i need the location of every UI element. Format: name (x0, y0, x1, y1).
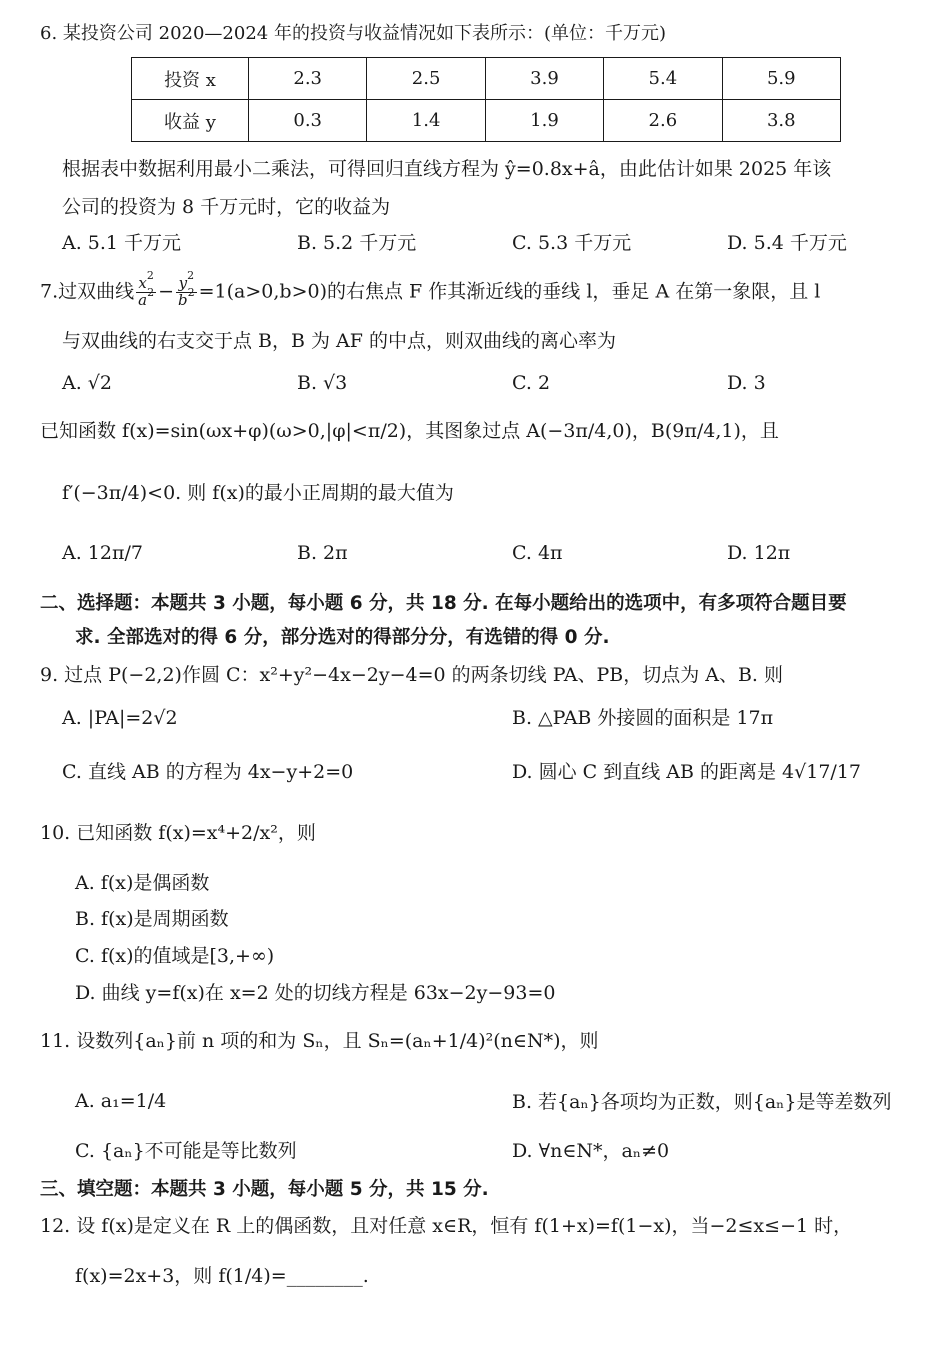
table-cell: 0.3 (249, 100, 367, 142)
section3-heading: 三、填空题：本题共 3 小题，每小题 5 分，共 15 分. (40, 1179, 489, 1200)
q7-line1: 7.过双曲线 $\frac{x^2}{a^2}$ − $\frac{y^2}{b^2}$ =1(a>0,b>0)的右焦点 F 作其渐近线的垂线 l，垂足 A 在第一象限，且 l (40, 269, 821, 309)
q10-stem: 10. 已知函数 f(x)=x⁴+2/x²，则 (40, 822, 316, 844)
table-row (132, 100, 841, 142)
q6-option-a: A. 5.1 千万元 (62, 232, 182, 254)
q7-option-d: D. 3 (727, 372, 766, 394)
table-cell: 5.4 (604, 58, 722, 100)
q7-line2: 与双曲线的右支交于点 B，B 为 AF 的中点，则双曲线的离心率为 (62, 330, 616, 352)
q7-number: 7. (40, 280, 59, 303)
q7-line1-post: =1(a>0,b>0)的右焦点 F 作其渐近线的垂线 l，垂足 A 在第一象限，且 l (198, 280, 821, 303)
table-cell: 1.9 (485, 100, 603, 142)
q12-line1: 12. 设 f(x)是定义在 R 上的偶函数，且对任意 x∈R，恒有 f(1+x)=f(1−x)，当−2≤x≤−1 时， (40, 1215, 853, 1237)
table-row (132, 58, 841, 100)
q6-header: 6. 某投资公司 2020—2024 年的投资与收益情况如下表所示：(单位：千万元) (40, 23, 666, 44)
q9-option-c: C. 直线 AB 的方程为 4x−y+2=0 (62, 761, 354, 783)
q11-option-c: C. {aₙ}不可能是等比数列 (75, 1140, 297, 1162)
q9-option-d: D. 圆心 C 到直线 AB 的距离是 4√17/17 (512, 761, 862, 783)
q11-stem: 11. 设数列{aₙ}前 n 项的和为 Sₙ，且 Sₙ=(aₙ+1/4)²(n∈N*)，则 (40, 1030, 599, 1052)
q7-option-a: A. √2 (62, 372, 112, 394)
q10-option-d: D. 曲线 y=f(x)在 x=2 处的切线方程是 63x−2y−93=0 (75, 982, 556, 1004)
q6-text-line2: 公司的投资为 8 千万元时，它的收益为 (62, 196, 391, 218)
table-cell: 5.9 (722, 58, 840, 100)
q8-option-b: B. 2π (297, 542, 348, 564)
q7-option-c: C. 2 (512, 372, 551, 394)
q11-option-a: A. a₁=1/4 (75, 1090, 167, 1112)
q9-stem: 9. 过点 P(−2,2)作圆 C：x²+y²−4x−2y−4=0 的两条切线 PA、PB，切点为 A、B. 则 (40, 664, 784, 686)
q8-option-a: A. 12π/7 (62, 542, 143, 564)
q7-option-b: B. √3 (297, 372, 348, 394)
q7-fraction-x: $\frac{x^2}{a^2}$ (138, 269, 155, 309)
table-cell: 2.6 (604, 100, 722, 142)
q6-table (131, 57, 841, 142)
table-row-label: 收益 y (132, 100, 249, 142)
q6-option-d: D. 5.4 千万元 (727, 232, 847, 254)
q6-text-line1: 根据表中数据利用最小二乘法，可得回归直线方程为 ŷ=0.8x+â，由此估计如果 2025 年该 (62, 158, 832, 180)
table-cell: 1.4 (367, 100, 485, 142)
q8-option-c: C. 4π (512, 542, 563, 564)
q7-fraction-y: $\frac{y^2}{b^2}$ (178, 269, 195, 309)
q8-line2: f′(−3π/4)<0. 则 f(x)的最小正周期的最大值为 (62, 482, 454, 504)
q8-option-d: D. 12π (727, 542, 791, 564)
q8-line1: 已知函数 f(x)=sin(ωx+φ)(ω>0,|φ|<π/2)，其图象过点 A(−3π/4,0)，B(9π/4,1)，且 (40, 420, 779, 442)
table-cell: 2.3 (249, 58, 367, 100)
table-row-label: 投资 x (132, 58, 249, 100)
q7-line1-pre: 过双曲线 (58, 280, 135, 303)
q11-option-d: D. ∀n∈N*，aₙ≠0 (512, 1140, 670, 1162)
q10-option-a: A. f(x)是偶函数 (75, 872, 210, 894)
q10-option-b: B. f(x)是周期函数 (75, 908, 229, 930)
q9-option-a: A. |PA|=2√2 (62, 707, 178, 729)
table-cell: 3.9 (485, 58, 603, 100)
q12-line2: f(x)=2x+3，则 f(1/4)=________. (75, 1265, 369, 1287)
q6-option-b: B. 5.2 千万元 (297, 232, 417, 254)
q6-option-c: C. 5.3 千万元 (512, 232, 632, 254)
section2-heading: 二、选择题：本题共 3 小题，每小题 6 分，共 18 分. 在每小题给出的选项中，有多项符合题目要 (40, 593, 847, 614)
table-cell: 2.5 (367, 58, 485, 100)
section2-instructions: 求. 全部选对的得 6 分，部分选对的得部分分，有选错的得 0 分. (75, 627, 610, 648)
table-cell: 3.8 (722, 100, 840, 142)
q10-option-c: C. f(x)的值域是[3,+∞) (75, 945, 275, 967)
q9-option-b: B. △PAB 外接圆的面积是 17π (512, 707, 774, 729)
q11-option-b: B. 若{aₙ}各项均为正数，则{aₙ}是等差数列 (512, 1091, 892, 1113)
